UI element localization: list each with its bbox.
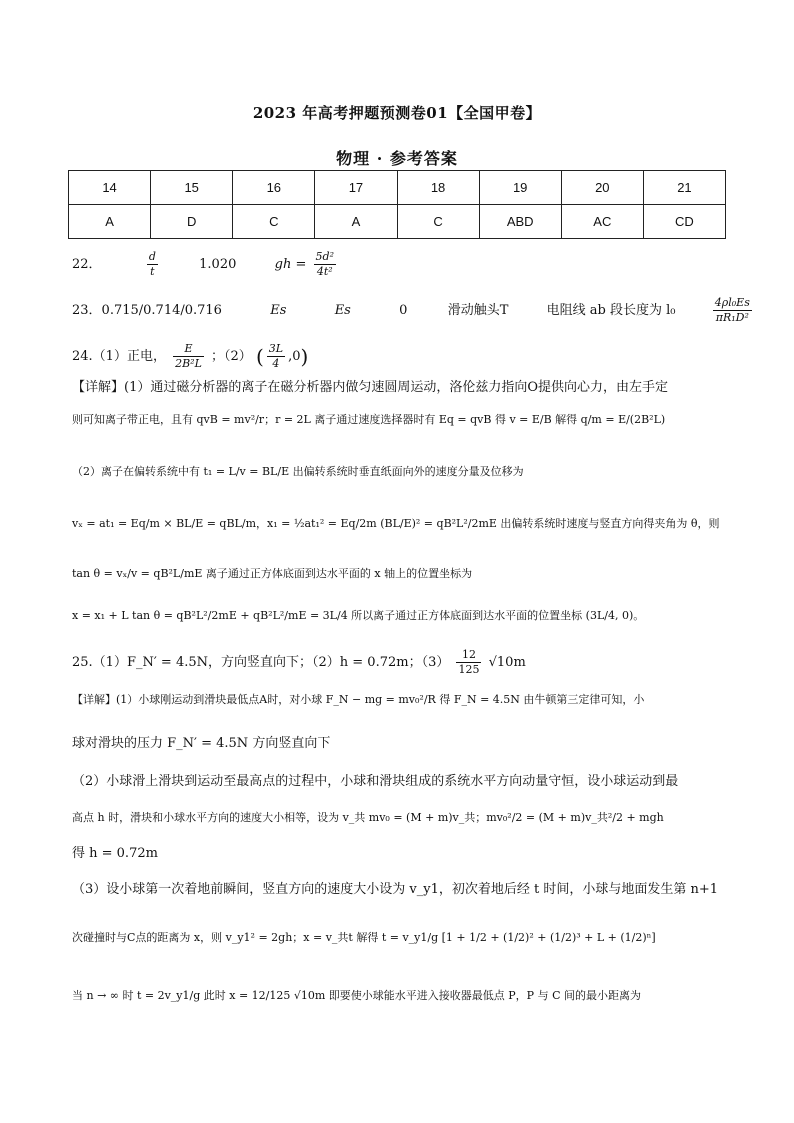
q23-answer-5: 滑动触头T	[447, 303, 509, 318]
q24-detail-1a: 【详解】(1）通过磁分析器的离子在磁分析器内做匀速圆周运动，洛伦兹力指向O提供向心力，由左手定	[72, 380, 669, 395]
q25-detail-2c: 得 h = 0.72m	[72, 846, 158, 861]
q24-coordinate	[267, 342, 285, 371]
table-cell: 15	[151, 171, 233, 205]
fraction-denominator: πR₁D²	[713, 310, 752, 325]
fraction-numerator: 12	[461, 648, 476, 661]
table-cell: 19	[479, 171, 561, 205]
fraction-numerator: E	[184, 342, 193, 355]
q22-number: 22．	[72, 257, 102, 272]
table-cell: 18	[397, 171, 479, 205]
answer-table	[68, 170, 726, 239]
q24-detail-2b: vₓ = at₁ = Eq/m × BL/E = qBL/m，x₁ = ½at₁² = Eq/2m (BL/E)² = qB²L²/2mE 出偏转系统时速度与竖直方向得夹角为 θ，则	[72, 517, 720, 530]
answer-row	[69, 205, 726, 239]
table-cell: 21	[643, 171, 725, 205]
q22-equation-lhs: gh =	[274, 257, 307, 272]
fraction-numerator: d	[148, 250, 156, 263]
q25-detail-3c: 当 n → ∞ 时 t = 2v_y1/g 此时 x = 12/125 √10m 即要使小球能水平进入接收器最低点 P，P 与 C 间的最小距离为	[72, 989, 641, 1002]
q23-answer-2: Es	[270, 303, 287, 318]
table-cell: C	[233, 205, 315, 239]
fraction-denominator: 4t²	[314, 264, 336, 279]
q23-answer-6: 电阻线 ab 段长度为 l₀	[546, 303, 676, 318]
q24-detail-2a: （2）离子在偏转系统中有 t₁ = L/v = BL/E 出偏转系统时垂直纸面向外的速度分量及位移为	[72, 465, 524, 478]
q23-answer	[72, 296, 755, 325]
q22-value: 1.020	[199, 257, 237, 272]
fraction-numerator: 4ρl₀Es	[714, 296, 750, 309]
q24-head-part2: ；（2）	[211, 349, 252, 364]
fraction-numerator: 3L	[268, 342, 284, 355]
q23-number: 23．0.715/0.714/0.716	[72, 303, 222, 318]
q24-fraction	[173, 342, 204, 371]
page-subtitle: 物理 · 参考答案	[336, 149, 458, 168]
q23-fraction	[713, 296, 752, 325]
q23-answer-3: Es	[334, 303, 351, 318]
q25-detail-1b: 球对滑块的压力 F_N′ = 4.5N 方向竖直向下	[72, 736, 331, 751]
q22-equation-fraction	[314, 250, 336, 279]
table-cell: A	[69, 205, 151, 239]
q24-detail-2c: tan θ = vₓ/v = qB²L/mE 离子通过正方体底面到达水平面的 x 轴上的位置坐标为	[72, 567, 473, 580]
table-cell: D	[151, 205, 233, 239]
q24-answer: 24.（1）正电， $\frac{E}{\text{2B²L}}$ ；（2） ( $\frac{3L}{4}$ ,0)	[72, 342, 309, 370]
table-cell: 14	[69, 171, 151, 205]
q22-fraction	[147, 250, 158, 279]
q25-answer	[72, 648, 526, 677]
q22-answer	[72, 250, 339, 279]
q24-detail-1b: 则可知离子带正电，且有 qvB = mv²/r；r = 2L 离子通过速度选择器时有 Eq = qvB 得 v = E/B 解得 q/m = E/(2B²L)	[72, 413, 666, 426]
q25-detail-2b: 高点 h 时，滑块和小球水平方向的速度大小相等，设为 v_共 mv₀ = (M + m)v_共；mv₀²/2 = (M + m)v_共²/2 + mgh	[72, 811, 664, 824]
q25-tail: √10m	[488, 655, 526, 670]
page-title: 2023 年高考押题预测卷01【全国甲卷】	[252, 104, 542, 122]
table-cell: 20	[561, 171, 643, 205]
fraction-numerator: 5d²	[315, 250, 334, 263]
table-cell: AC	[561, 205, 643, 239]
q24-detail-2d: x = x₁ + L tan θ = qB²L²/2mE + qB²L²/mE = 3L/4 所以离子通过正方体底面到达水平面的位置坐标 (3L/4, 0)。	[72, 609, 645, 622]
q25-detail-3b: 次碰撞时与C点的距离为 x，则 v_y1² = 2gh；x = v_共t 解得 t = v_y1/g [1 + 1/2 + (1/2)² + (1/2)³ + L + (1/2)ⁿ]	[72, 931, 656, 944]
fraction-denominator: t	[147, 264, 158, 279]
fraction-denominator: 2B²L	[175, 357, 202, 370]
question-number-row	[69, 171, 726, 205]
q24-coordinate-tail: ,0	[288, 349, 301, 364]
fraction-denominator: 4	[267, 356, 285, 371]
q25-detail-3a: （3）设小球第一次着地前瞬间，竖直方向的速度大小设为 v_y1，初次着地后经 t 时间，小球与地面发生第 n+1	[72, 882, 719, 897]
q24-head: 24.（1）正电，	[72, 349, 166, 364]
q25-fraction	[456, 648, 481, 677]
table-cell: A	[315, 205, 397, 239]
q25-head: 25.（1）F_N′ = 4.5N，方向竖直向下；（2）h = 0.72m；（3）	[72, 655, 450, 670]
table-cell: C	[397, 205, 479, 239]
table-cell: 17	[315, 171, 397, 205]
q25-detail-2a: （2）小球滑上滑块到运动至最高点的过程中，小球和滑块组成的系统水平方向动量守恒，设小球运动到最	[72, 774, 679, 789]
table-cell: ABD	[479, 205, 561, 239]
table-cell: CD	[643, 205, 725, 239]
fraction-denominator: 125	[458, 663, 480, 676]
table-cell: 16	[233, 171, 315, 205]
q25-detail-1a: 【详解】(1）小球刚运动到滑块最低点A时，对小球 F_N − mg = mv₀²/R 得 F_N = 4.5N 由牛顿第三定律可知，小	[72, 693, 645, 706]
q23-answer-4: 0	[399, 303, 408, 318]
